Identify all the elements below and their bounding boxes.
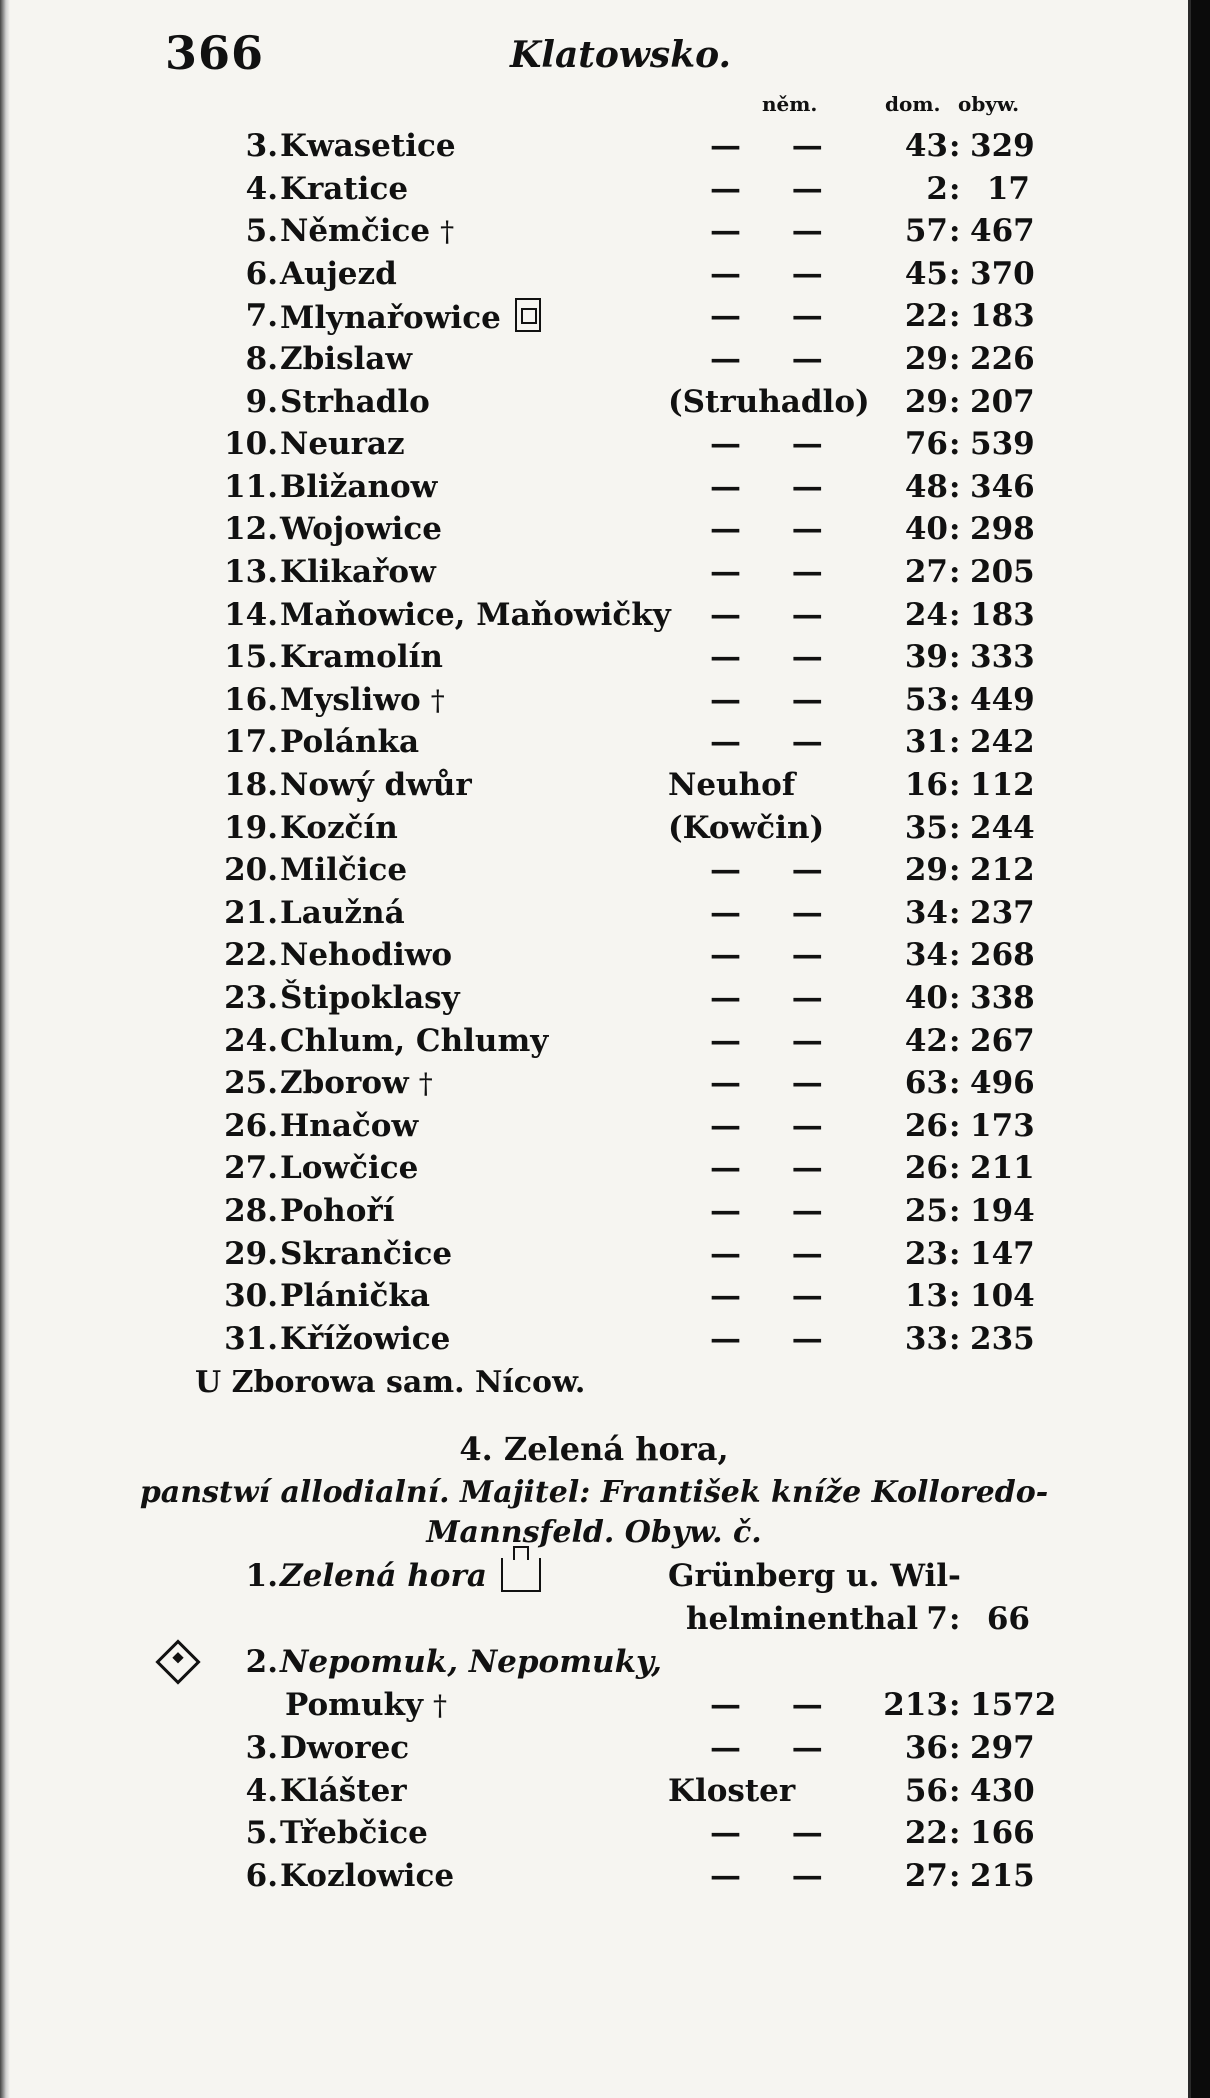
list-item: 4. Klášter Kloster 56 : 430 xyxy=(245,1772,1035,1809)
section-subtitle-line1: panstwí allodialní. Majitel: František kníže Kolloredo- xyxy=(139,1475,1049,1510)
palace-icon xyxy=(501,1558,541,1592)
column-head-dom: dom. xyxy=(885,92,941,116)
list-item: 4. Kratice — — 2 : 17 xyxy=(245,170,1030,207)
cross-icon: † xyxy=(418,1067,433,1101)
list-item: 10. Neuraz — — 76 : 539 xyxy=(224,426,1035,463)
list-item: 3. Dworec — — 36 : 297 xyxy=(245,1730,1035,1766)
list-item: 7. Mlynařowice — — 22 : 183 xyxy=(245,298,1035,337)
list-item: 29. Skrančice — — 23 : 147 xyxy=(224,1235,1035,1272)
list-item: 26. Hnačow — — 26 : 173 xyxy=(224,1107,1035,1144)
list-item: 20. Milčice — — 29 : 212 xyxy=(224,852,1035,889)
list-item: 11. Bližanow — — 48 : 346 xyxy=(224,468,1035,505)
list-item: 9. Strhadlo (Struhadlo) 29 : 207 xyxy=(245,383,1035,420)
list-item: 27. Lowčice — — 26 : 211 xyxy=(224,1150,1035,1187)
list-item: 5. Třebčice — — 22 : 166 xyxy=(245,1815,1035,1852)
list-item: 24. Chlum, Chlumy — — 42 : 267 xyxy=(224,1022,1035,1059)
page-number: 366 xyxy=(165,26,265,80)
list-item: 21. Laužná — — 34 : 237 xyxy=(224,894,1035,931)
list-item-continuation: helminenthal 7 : 66 xyxy=(686,1601,1030,1637)
list-item: 25. Zborow † — — 63 : 496 xyxy=(224,1065,1035,1102)
list-item: 19. Kozčín (Kowčin) 35 : 244 xyxy=(224,809,1035,846)
list-item: 6. Kozlowice — — 27 : 215 xyxy=(245,1857,1035,1894)
list-item: 30. Plánička — — 13 : 104 xyxy=(224,1278,1035,1315)
page-header xyxy=(0,18,1188,78)
list-item: 12. Wojowice — — 40 : 298 xyxy=(224,511,1035,548)
column-head-nem: něm. xyxy=(762,92,818,116)
list-item: 28. Pohoří — — 25 : 194 xyxy=(224,1193,1035,1229)
list-item: 6. Aujezd — — 45 : 370 xyxy=(245,255,1035,292)
section-title: 4. Zelená hora, xyxy=(459,1430,729,1468)
list-item-continuation: Pomuky † — — 213 : 1572 xyxy=(285,1687,1057,1723)
list-item: 17. Polánka — — 31 : 242 xyxy=(224,724,1035,761)
section-subtitle-line2: Mannsfeld. Obyw. č. xyxy=(426,1515,762,1550)
list-item: 13. Klikařow — — 27 : 205 xyxy=(224,554,1035,590)
running-title: Klatowsko. xyxy=(510,34,732,76)
list-item: 31. Křížowice — — 33 : 235 xyxy=(224,1320,1035,1357)
list-item: 15. Kramolín — — 39 : 333 xyxy=(224,639,1035,676)
cross-icon: † xyxy=(440,215,455,249)
list-item: 1. Zelená hora Grünberg u. Wil- xyxy=(245,1558,961,1594)
list-item: 14. Maňowice, Maňowičky — — 24 : 183 xyxy=(224,596,1035,633)
list-item: 5. Němčice † — — 57 : 467 xyxy=(245,213,1035,250)
list-item: 2. Nepomuk, Nepomuky, xyxy=(245,1644,662,1680)
list-item: 22. Nehodiwo — — 34 : 268 xyxy=(224,937,1035,974)
list-item: 23. Štipoklasy — — 40 : 338 xyxy=(224,980,1035,1016)
note-line: U Zborowa sam. Nícow. xyxy=(195,1365,586,1400)
column-head-obyw: obyw. xyxy=(958,92,1020,116)
cross-icon: † xyxy=(430,683,445,717)
list-item: 16. Mysliwo † — — 53 : 449 xyxy=(224,681,1035,718)
cross-icon: † xyxy=(433,1689,447,1722)
list-item: 18. Nowý dwůr Neuhof 16 : 112 xyxy=(224,767,1035,803)
list-item: 8. Zbislaw — — 29 : 226 xyxy=(245,341,1035,377)
castle-icon xyxy=(515,298,541,332)
list-item: 3. Kwasetice — — 43 : 329 xyxy=(245,128,1035,164)
